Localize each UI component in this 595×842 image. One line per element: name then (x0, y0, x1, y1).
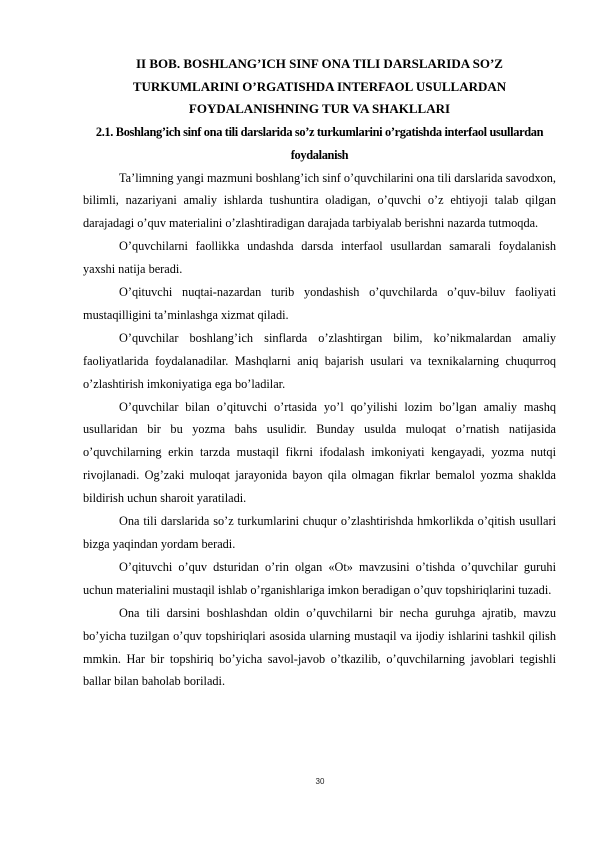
paragraph-7: O’qituvchi o’quv dsturidan o’rin olgan «Ot» mavzusini o’tishda o’quvchilar guruhi uchun materialini mustaqil ishlab o’rganishlariga imkon beradigan o’quv topshiriqlarini tuzadi. (83, 559, 556, 597)
chapter-title: II BOB. BOSHLANG’ICH SINF ONA TILI DARSLARIDA SO’Z TURKUMLARINI O’RGATISHDA INTERFAOL USULLARDAN FOYDALANISHNING TUR VA SHAKLLARI (132, 56, 507, 117)
page-number: 30 (315, 777, 325, 786)
paragraph-1: Ta’limning yangi mazmuni boshlang’ich sinf o’quvchilarini ona tili darslarida savodxon, bilimli, nazariyani amaliy ishlarda tushuntira oladigan, o’quvchi o’z ehtiyoji talab qilgan darajadagi o’quv materialini o’zlashtiradigan darajada tarbiyalab berishni nazarda tutmoqda. (83, 170, 556, 231)
section-title: 2.1. Boshlang’ich sinf ona tili darslarida so’z turkumlarini o’rgatishda interfaol usullardan foydalanish (95, 125, 544, 162)
paragraph-3: O’qituvchi nuqtai-nazardan turib yondashish o’quvchilarda o’quv-biluv faoliyati mustaqilligini ta’minlashga xizmat qiladi. (83, 285, 556, 322)
paragraph-4: O’quvchilar boshlang’ich sinflarda o’zlashtirgan bilim, ko’nikmalardan amaliy faoliyatlarida foydalanadilar. Mashqlarni aniq bajarish usulari va texnikalarning chuqurroq o’zlashtirish imkoniyatiga ega bo’ladilar. (83, 330, 556, 391)
paragraph-8: Ona tili darsini boshlashdan oldin o’quvchilarni bir necha guruhga ajratib, mavzu bo’yicha tuzilgan o’quv topshiriqlari asosida ularning mustaqil va ijodiy ishlarini tashkil qilish mmkin. Har bir topshiriq bo’yicha savol-javob o’tkazilib, o’quvchilarning javoblari tegishli ballar bilan baholab boriladi. (83, 605, 556, 689)
paragraph-5: O’quvchilar bilan o’qituvchi o’rtasida yo’l qo’yilishi lozim bo’lgan amaliy mashq usullaridan bir bu yozma bahs usulidir. Bunday usulda muloqat o’rnatish natijasida o’quvchilarning erkin tarzda mustaqil fikrni ifodalash imkoniyati kengayadi, yozma nutqi rivojlanadi. Og’zaki muloqat jarayonida bayon qila olmagan fikrlar bemalol yozma shaklda bildirish uchun sharoit yaratiladi. (83, 399, 556, 506)
paragraph-2: O’quvchilarni faollikka undashda darsda interfaol usullardan samarali foydalanish yaxshi natija beradi. (83, 239, 556, 277)
text-body (83, 53, 556, 693)
paragraph-6: Ona tili darslarida so’z turkumlarini chuqur o’zlashtirishda hmkorlikda o’qitish usullari bizga yaqindan yordam beradi. (83, 514, 556, 552)
